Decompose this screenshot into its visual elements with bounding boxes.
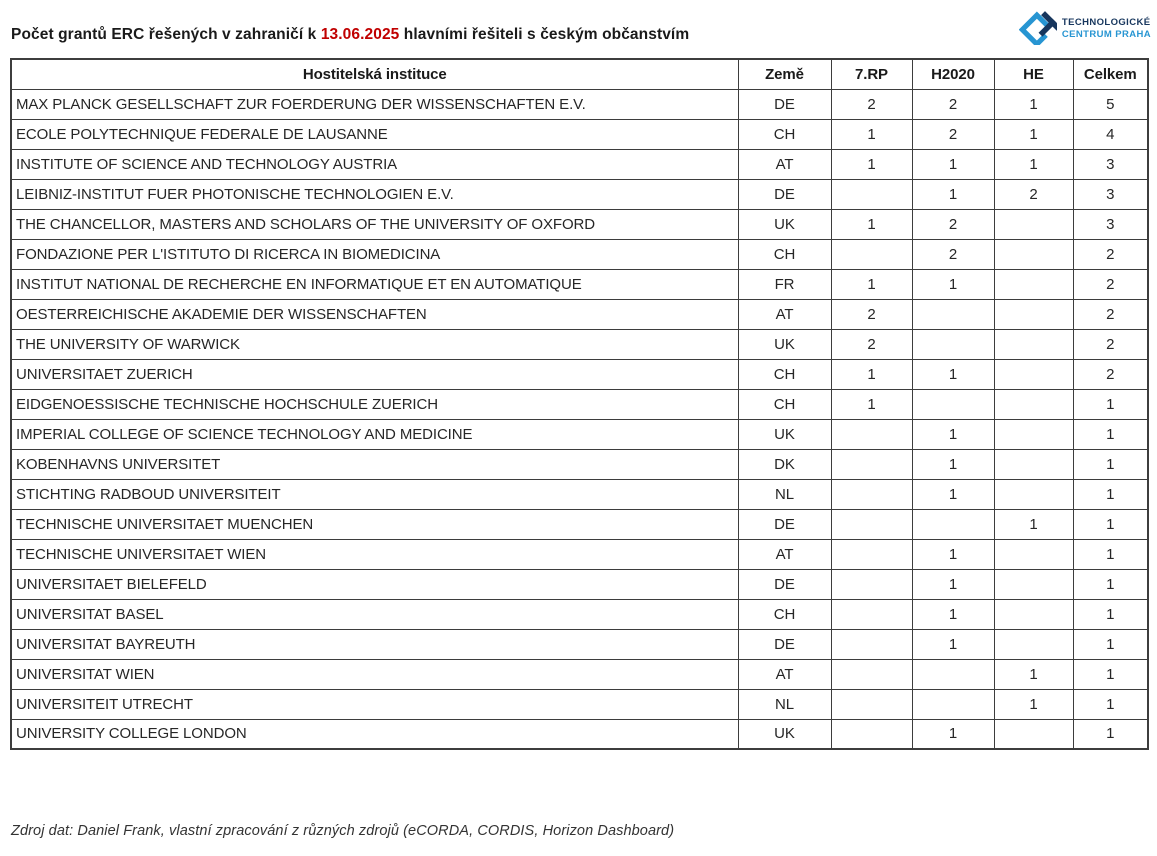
total-cell: 3 — [1073, 179, 1148, 209]
table-row — [11, 629, 1148, 659]
h2020-cell: 1 — [912, 449, 994, 479]
he-cell — [994, 329, 1073, 359]
he-cell — [994, 629, 1073, 659]
institution-cell: UNIVERSITAET BIELEFELD — [11, 569, 738, 599]
total-cell: 2 — [1073, 269, 1148, 299]
rp7-cell — [831, 629, 912, 659]
rp7-cell — [831, 569, 912, 599]
he-cell — [994, 479, 1073, 509]
table-row — [11, 569, 1148, 599]
country-cell: UK — [738, 329, 831, 359]
source-note: Zdroj dat: Daniel Frank, vlastní zpracování z různých zdrojů (eCORDA, CORDIS, Horizon Dashboard) — [11, 823, 675, 839]
rp7-cell — [831, 719, 912, 749]
h2020-cell: 2 — [912, 209, 994, 239]
country-cell: AT — [738, 659, 831, 689]
h2020-cell: 1 — [912, 479, 994, 509]
institution-cell: UNIVERSITEIT UTRECHT — [11, 689, 738, 719]
rp7-cell — [831, 239, 912, 269]
rp7-cell — [831, 599, 912, 629]
h2020-cell: 2 — [912, 89, 994, 119]
h2020-cell: 1 — [912, 569, 994, 599]
table-row — [11, 659, 1148, 689]
rp7-cell — [831, 179, 912, 209]
country-cell: DE — [738, 179, 831, 209]
country-cell: DE — [738, 509, 831, 539]
total-cell: 2 — [1073, 239, 1148, 269]
country-cell: DE — [738, 629, 831, 659]
total-cell: 1 — [1073, 479, 1148, 509]
he-cell — [994, 599, 1073, 629]
h2020-cell — [912, 329, 994, 359]
table-row — [11, 479, 1148, 509]
h2020-cell — [912, 659, 994, 689]
country-cell: AT — [738, 149, 831, 179]
rp7-cell: 2 — [831, 299, 912, 329]
rp7-cell: 1 — [831, 359, 912, 389]
he-cell — [994, 419, 1073, 449]
rp7-cell: 1 — [831, 209, 912, 239]
total-cell: 1 — [1073, 389, 1148, 419]
institution-cell: OESTERREICHISCHE AKADEMIE DER WISSENSCHAFTEN — [11, 299, 738, 329]
total-cell: 1 — [1073, 719, 1148, 749]
he-cell: 1 — [994, 89, 1073, 119]
country-cell: DK — [738, 449, 831, 479]
institution-cell: IMPERIAL COLLEGE OF SCIENCE TECHNOLOGY AND MEDICINE — [11, 419, 738, 449]
logo-line-2: CENTRUM PRAHA — [1061, 28, 1151, 40]
rp7-cell — [831, 479, 912, 509]
h2020-cell: 1 — [912, 599, 994, 629]
total-cell: 2 — [1073, 359, 1148, 389]
country-cell: CH — [738, 599, 831, 629]
he-cell — [994, 269, 1073, 299]
table-row — [11, 89, 1148, 119]
total-cell: 1 — [1073, 509, 1148, 539]
table-row — [11, 149, 1148, 179]
total-cell: 1 — [1073, 689, 1148, 719]
total-cell: 1 — [1073, 629, 1148, 659]
institution-cell: INSTITUTE OF SCIENCE AND TECHNOLOGY AUSTRIA — [11, 149, 738, 179]
h2020-cell: 1 — [912, 629, 994, 659]
table-body — [11, 89, 1148, 749]
he-cell — [994, 359, 1073, 389]
h2020-cell: 2 — [912, 119, 994, 149]
institution-cell: KOBENHAVNS UNIVERSITET — [11, 449, 738, 479]
rp7-cell: 1 — [831, 269, 912, 299]
rp7-cell — [831, 419, 912, 449]
table-row — [11, 389, 1148, 419]
title-prefix: Počet grantů ERC řešených v zahraničí k — [11, 26, 321, 43]
institution-cell: UNIVERSITAET ZUERICH — [11, 359, 738, 389]
institution-cell: UNIVERSITAT BAYREUTH — [11, 629, 738, 659]
total-cell: 1 — [1073, 419, 1148, 449]
rp7-cell: 1 — [831, 389, 912, 419]
header-total: Celkem — [1073, 59, 1148, 89]
table-header-row — [11, 59, 1148, 89]
table-row — [11, 539, 1148, 569]
h2020-cell — [912, 389, 994, 419]
table-row — [11, 599, 1148, 629]
country-cell: AT — [738, 539, 831, 569]
table-row — [11, 179, 1148, 209]
table-row — [11, 209, 1148, 239]
table-row — [11, 419, 1148, 449]
total-cell: 2 — [1073, 299, 1148, 329]
institution-cell: MAX PLANCK GESELLSCHAFT ZUR FOERDERUNG DER WISSENSCHAFTEN E.V. — [11, 89, 738, 119]
header-country: Země — [738, 59, 831, 89]
table-row — [11, 299, 1148, 329]
h2020-cell: 1 — [912, 539, 994, 569]
country-cell: UK — [738, 719, 831, 749]
h2020-cell — [912, 299, 994, 329]
country-cell: UK — [738, 419, 831, 449]
table-row — [11, 359, 1148, 389]
total-cell: 1 — [1073, 569, 1148, 599]
country-cell: DE — [738, 89, 831, 119]
rp7-cell — [831, 509, 912, 539]
country-cell: CH — [738, 119, 831, 149]
institution-cell: EIDGENOESSISCHE TECHNISCHE HOCHSCHULE ZUERICH — [11, 389, 738, 419]
country-cell: CH — [738, 389, 831, 419]
header-h2020: H2020 — [912, 59, 994, 89]
country-cell: CH — [738, 239, 831, 269]
institution-cell: LEIBNIZ-INSTITUT FUER PHOTONISCHE TECHNOLOGIEN E.V. — [11, 179, 738, 209]
institution-cell: TECHNISCHE UNIVERSITAET WIEN — [11, 539, 738, 569]
rp7-cell — [831, 659, 912, 689]
h2020-cell: 1 — [912, 149, 994, 179]
rp7-cell: 1 — [831, 119, 912, 149]
institution-cell: UNIVERSITY COLLEGE LONDON — [11, 719, 738, 749]
he-cell — [994, 299, 1073, 329]
h2020-cell: 1 — [912, 419, 994, 449]
total-cell: 5 — [1073, 89, 1148, 119]
he-cell — [994, 209, 1073, 239]
institution-cell: STICHTING RADBOUD UNIVERSITEIT — [11, 479, 738, 509]
country-cell: NL — [738, 689, 831, 719]
grants-table — [10, 58, 1149, 750]
he-cell — [994, 389, 1073, 419]
country-cell: DE — [738, 569, 831, 599]
table-row — [11, 719, 1148, 749]
logo-line-1: TECHNOLOGICKÉ — [1061, 16, 1151, 28]
he-cell — [994, 719, 1073, 749]
he-cell — [994, 449, 1073, 479]
h2020-cell: 1 — [912, 359, 994, 389]
total-cell: 4 — [1073, 119, 1148, 149]
table-row — [11, 119, 1148, 149]
he-cell — [994, 539, 1073, 569]
he-cell: 1 — [994, 119, 1073, 149]
rp7-cell — [831, 539, 912, 569]
institution-cell: THE UNIVERSITY OF WARWICK — [11, 329, 738, 359]
total-cell: 1 — [1073, 659, 1148, 689]
total-cell: 2 — [1073, 329, 1148, 359]
total-cell: 1 — [1073, 599, 1148, 629]
table-row — [11, 329, 1148, 359]
table-row — [11, 269, 1148, 299]
rp7-cell: 2 — [831, 329, 912, 359]
total-cell: 1 — [1073, 449, 1148, 479]
he-cell — [994, 569, 1073, 599]
rp7-cell — [831, 689, 912, 719]
total-cell: 3 — [1073, 149, 1148, 179]
he-cell: 1 — [994, 149, 1073, 179]
he-cell: 1 — [994, 689, 1073, 719]
rp7-cell: 1 — [831, 149, 912, 179]
he-cell: 1 — [994, 659, 1073, 689]
header-institution: Hostitelská instituce — [11, 59, 738, 89]
institution-cell: UNIVERSITAT WIEN — [11, 659, 738, 689]
title-date: 13.06.2025 — [320, 26, 400, 43]
country-cell: AT — [738, 299, 831, 329]
page-title — [11, 26, 689, 44]
institution-cell: FONDAZIONE PER L'ISTITUTO DI RICERCA IN BIOMEDICINA — [11, 239, 738, 269]
header-he: HE — [994, 59, 1073, 89]
institution-cell: INSTITUT NATIONAL DE RECHERCHE EN INFORMATIQUE ET EN AUTOMATIQUE — [11, 269, 738, 299]
institution-cell: UNIVERSITAT BASEL — [11, 599, 738, 629]
logo — [1019, 7, 1151, 50]
h2020-cell: 1 — [912, 179, 994, 209]
table-row — [11, 689, 1148, 719]
institution-cell: ECOLE POLYTECHNIQUE FEDERALE DE LAUSANNE — [11, 119, 738, 149]
country-cell: UK — [738, 209, 831, 239]
he-cell — [994, 239, 1073, 269]
h2020-cell: 1 — [912, 719, 994, 749]
country-cell: NL — [738, 479, 831, 509]
country-cell: FR — [738, 269, 831, 299]
institution-cell: TECHNISCHE UNIVERSITAET MUENCHEN — [11, 509, 738, 539]
title-suffix: hlavními řešiteli s českým občanstvím — [399, 26, 690, 43]
table-row — [11, 509, 1148, 539]
total-cell: 1 — [1073, 539, 1148, 569]
h2020-cell: 2 — [912, 239, 994, 269]
he-cell: 1 — [994, 509, 1073, 539]
logo-text — [1062, 17, 1151, 41]
rp7-cell: 2 — [831, 89, 912, 119]
rp7-cell — [831, 449, 912, 479]
h2020-cell: 1 — [912, 269, 994, 299]
institution-cell: THE CHANCELLOR, MASTERS AND SCHOLARS OF THE UNIVERSITY OF OXFORD — [11, 209, 738, 239]
tc-praha-diamond-icon — [1019, 7, 1057, 50]
country-cell: CH — [738, 359, 831, 389]
total-cell: 3 — [1073, 209, 1148, 239]
h2020-cell — [912, 689, 994, 719]
he-cell: 2 — [994, 179, 1073, 209]
h2020-cell — [912, 509, 994, 539]
header-7rp: 7.RP — [831, 59, 912, 89]
table-row — [11, 449, 1148, 479]
table-row — [11, 239, 1148, 269]
